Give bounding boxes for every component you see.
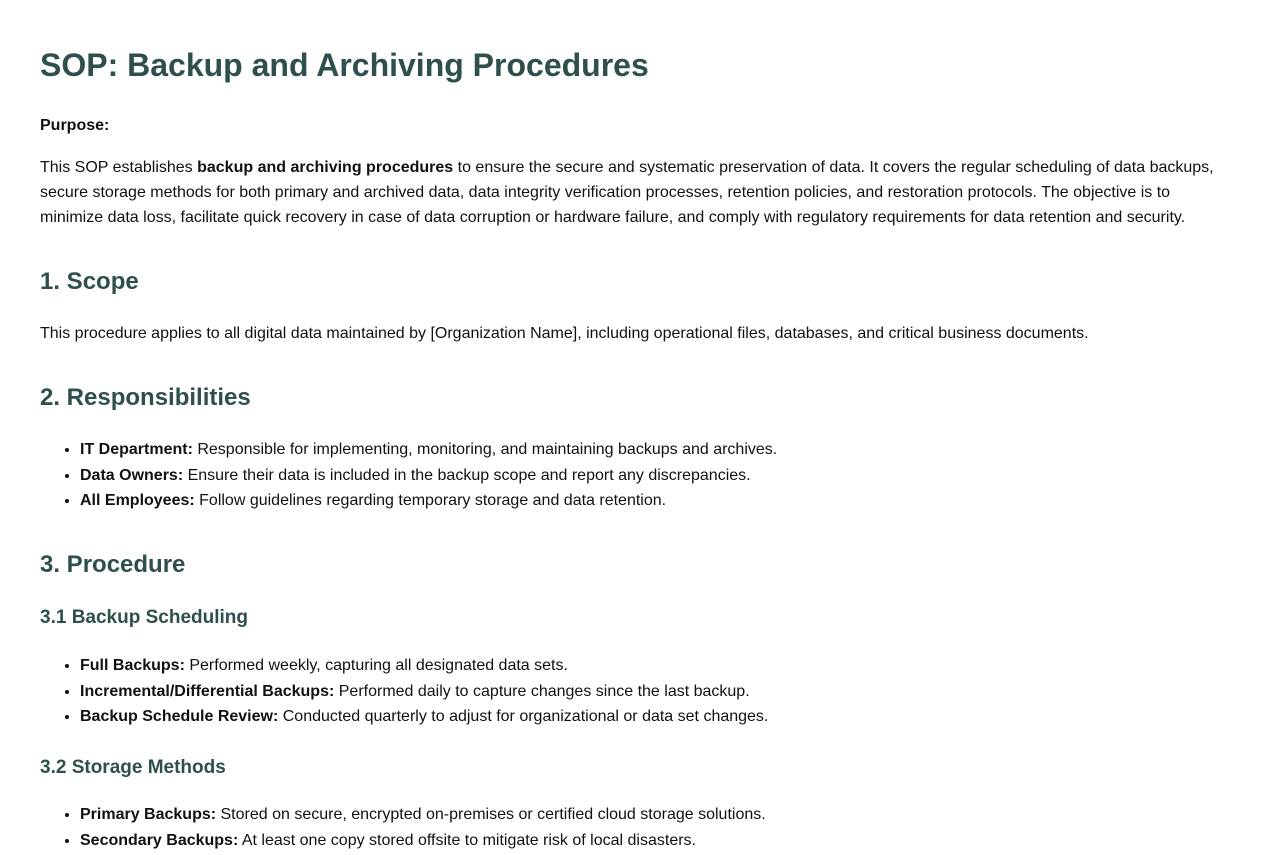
list-item-term: Backup Schedule Review: <box>80 708 279 725</box>
list-item-term: Full Backups: <box>80 657 185 674</box>
list-item-term: All Employees: <box>80 492 195 509</box>
storage-methods-heading: 3.2 Storage Methods <box>40 757 226 778</box>
list-item-term: Data Owners: <box>80 466 184 484</box>
list-item <box>80 828 1230 854</box>
list-item <box>80 463 1230 489</box>
purpose-text-after: to ensure the secure and systematic preservation of data. It covers the regular scheduling of data backups, secure storage methods for both primary and archived data, data integrity verification processes, retention policies, and restoration protocols. The objective is to minimize data loss, facilitate quick recovery in case of data corruption or hardware failure, and comply with regulatory requirements for data retention and security. <box>40 159 1214 226</box>
list-item <box>80 704 1230 730</box>
list-item <box>80 653 1230 679</box>
scope-paragraph: This procedure applies to all digital data maintained by [Organization Name], including operational files, databases, and critical business documents. <box>40 325 1089 342</box>
list-item-text: Responsible for implementing, monitoring, and maintaining backups and archives. <box>192 441 778 458</box>
list-item-term: IT Department: <box>80 441 193 458</box>
purpose-text-before: This SOP establishes <box>40 159 198 176</box>
list-item-text: Conducted quarterly to adjust for organizational or data set changes. <box>278 708 769 725</box>
list-item-term: Primary Backups: <box>80 806 217 823</box>
list-item-term: Incremental/Differential Backups: <box>80 682 335 700</box>
purpose-paragraph <box>40 155 1230 230</box>
purpose-text-bold: backup and archiving procedures <box>197 159 454 176</box>
list-item <box>80 802 1230 828</box>
backup-scheduling-heading: 3.1 Backup Scheduling <box>40 607 248 628</box>
list-item-text: Follow guidelines regarding temporary storage and data retention. <box>194 492 667 509</box>
list-item-text: Performed daily to capture changes since the last backup. <box>334 682 750 700</box>
scope-heading: 1. Scope <box>40 268 139 295</box>
backup-scheduling-list <box>40 653 1230 730</box>
procedure-heading: 3. Procedure <box>40 551 186 578</box>
responsibilities-list <box>40 437 1230 514</box>
responsibilities-heading: 2. Responsibilities <box>40 384 251 411</box>
page-title: SOP: Backup and Archiving Procedures <box>40 47 649 83</box>
list-item-term: Secondary Backups: <box>80 831 239 849</box>
list-item <box>80 437 1230 463</box>
storage-methods-list <box>40 802 1230 853</box>
list-item <box>80 679 1230 705</box>
list-item-text: Stored on secure, encrypted on-premises or certified cloud storage solutions. <box>216 806 766 823</box>
list-item-text: Performed weekly, capturing all designated data sets. <box>184 657 568 674</box>
list-item-text: Ensure their data is included in the backup scope and report any discrepancies. <box>183 466 751 484</box>
list-item-text: At least one copy stored offsite to mitigate risk of local disasters. <box>238 831 696 849</box>
purpose-label: Purpose: <box>40 117 110 134</box>
list-item <box>80 488 1230 514</box>
